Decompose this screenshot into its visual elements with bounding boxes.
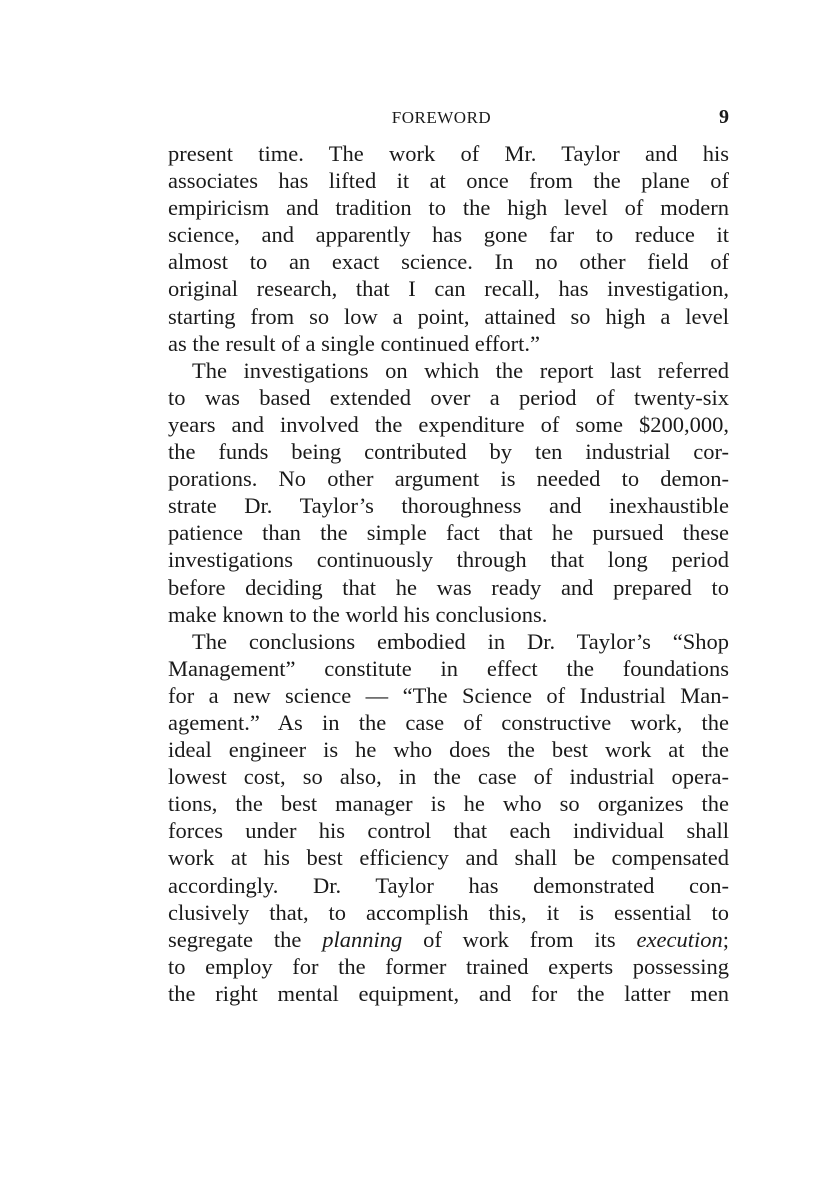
- running-title: FOREWORD: [391, 108, 492, 127]
- book-page: [168, 104, 729, 1007]
- text-line: accordingly. Dr. Taylor has demonstrated con-: [168, 872, 729, 898]
- text-line: make known to the world his conclusions.: [168, 601, 548, 627]
- text-line: starting from so low a point, attained so high a level: [168, 303, 729, 329]
- text-line: Management” constitute in effect the foundations: [168, 655, 729, 681]
- text-fragment: of work from its: [402, 926, 637, 952]
- text-line: The conclusions embodied in Dr. Taylor’s “Shop: [192, 628, 729, 654]
- text-line: associates has lifted it at once from the plane of: [168, 168, 729, 194]
- text-line: to was based extended over a period of twenty-six: [168, 384, 729, 410]
- text-line: forces under his control that each individual shall: [168, 818, 729, 844]
- text-line: present time. The work of Mr. Taylor and his: [168, 141, 729, 166]
- text-line: investigations continuously through that long period: [168, 547, 729, 573]
- text-line: porations. No other argument is needed to demon-: [168, 466, 729, 492]
- text-line: the funds being contributed by ten industrial cor-: [168, 439, 729, 465]
- text-line: the right mental equipment, and for the latter men: [168, 980, 729, 1006]
- text-line: before deciding that he was ready and prepared to: [168, 574, 729, 600]
- text-line: almost to an exact science. In no other field of: [168, 249, 729, 275]
- text-fragment: segregate the: [168, 926, 323, 952]
- text-line: work at his best efficiency and shall be compensated: [168, 845, 729, 871]
- text-line: The investigations on which the report last referred: [192, 357, 729, 383]
- paragraph-1: [168, 140, 729, 357]
- italic-word-execution: execution: [636, 926, 723, 952]
- text-fragment: ;: [722, 926, 730, 952]
- text-line: as the result of a single continued effort.”: [168, 330, 540, 356]
- text-line: science, and apparently has gone far to reduce it: [168, 222, 729, 248]
- text-line: lowest cost, so also, in the case of industrial opera-: [168, 764, 729, 790]
- italic-word-planning: planning: [322, 926, 403, 952]
- text-line: strate Dr. Taylor’s thoroughness and inexhaustible: [168, 493, 729, 519]
- body-text: [168, 140, 729, 1007]
- text-line-with-italics: [168, 926, 729, 953]
- running-head: [168, 104, 729, 134]
- paragraph-2: [168, 357, 729, 628]
- text-line: original research, that I can recall, has investigation,: [168, 276, 729, 302]
- text-line: to employ for the former trained experts possessing: [168, 953, 729, 979]
- text-line: tions, the best manager is he who so organizes the: [168, 791, 729, 817]
- text-line: patience than the simple fact that he pursued these: [168, 520, 729, 546]
- text-line: empiricism and tradition to the high level of modern: [168, 195, 729, 221]
- text-line: ideal engineer is he who does the best work at the: [168, 737, 729, 763]
- text-line: years and involved the expenditure of some $200,000,: [168, 411, 729, 437]
- text-line: agement.” As in the case of constructive work, the: [168, 709, 729, 735]
- text-line: clusively that, to accomplish this, it is essential to: [168, 899, 729, 925]
- text-line: for a new science — “The Science of Industrial Man-: [168, 682, 729, 708]
- paragraph-3: [168, 628, 729, 1007]
- page-number: 9: [719, 106, 729, 128]
